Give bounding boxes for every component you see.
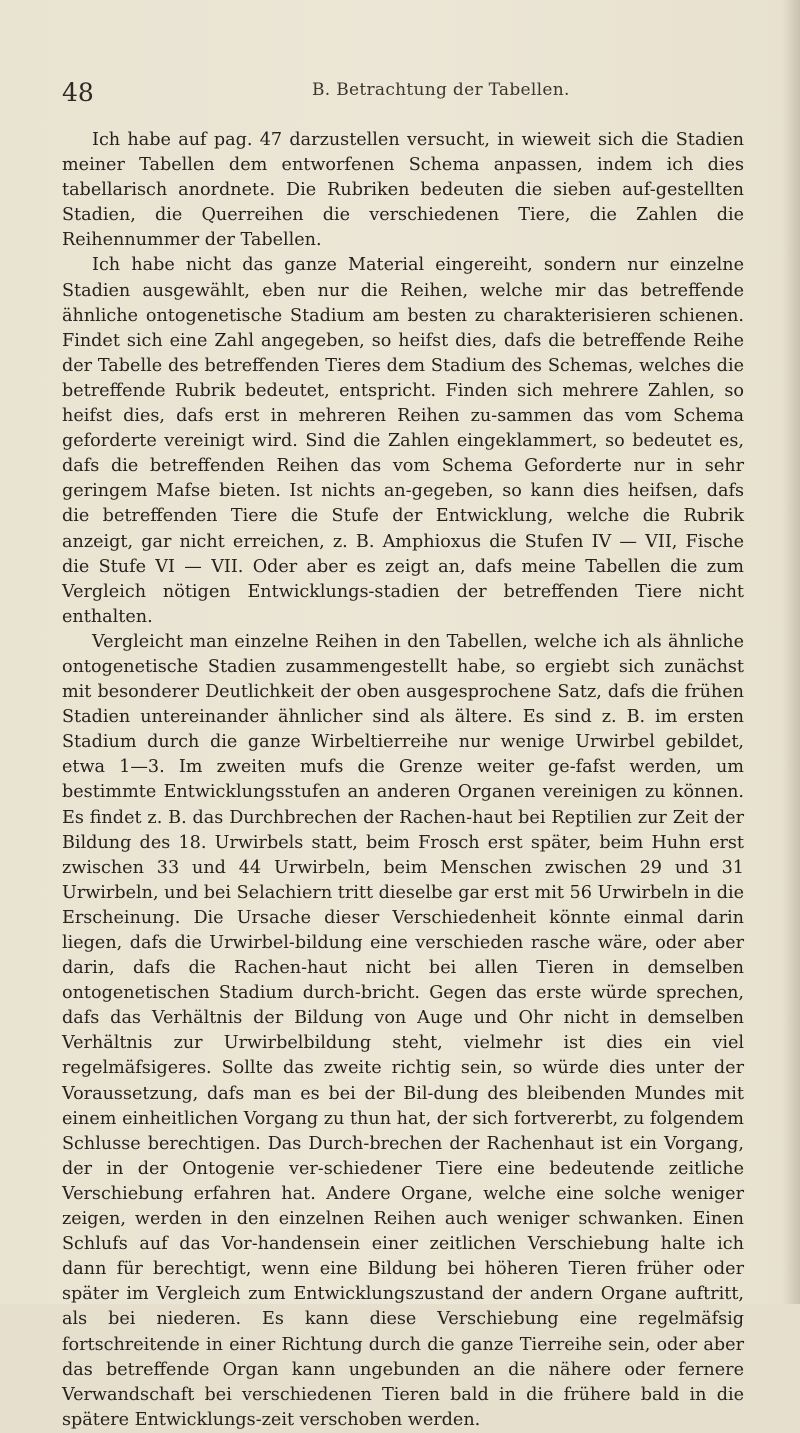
body-text [62,128,744,1433]
page-header [62,74,744,107]
paragraph-3: Vergleicht man einzelne Reihen in den Tabellen, welche ich als ähnliche ontogenetische Stadien zusammengestellt habe, so ergiebt sich zunächst mit besonderer Deutlichkeit der oben ausgesprochene Satz, dafs die frühen Stadien untereinander ähnlicher sind als ältere. Es sind z. B. im ersten Stadium durch die ganze Wirbeltierreihe nur wenige Urwirbel gebildet, etwa 1—3. Im zweiten mufs die Grenze weiter ge-fafst werden, um bestimmte Entwicklungsstufen an anderen Organen vereinigen zu können. Es findet z. B. das Durchbrechen der Rachen-haut bei Reptilien zur Zeit der Bildung des 18. Urwirbels statt, beim Frosch erst später, beim Huhn erst zwischen 33 und 44 Urwirbeln, beim Menschen zwischen 29 und 31 Urwirbeln, und bei Selachiern tritt dieselbe gar erst mit 56 Urwirbeln in die Erscheinung. Die Ursache dieser Verschiedenheit könnte einmal darin liegen, dafs die Urwirbel-bildung eine verschieden rasche wäre, oder aber darin, dafs die Rachen-haut nicht bei allen Tieren in demselben ontogenetischen Stadium durch-bricht. Gegen das erste würde sprechen, dafs das Verhältnis der Bildung von Auge und Ohr nicht in demselben Verhältnis zur Urwirbelbildung steht, vielmehr ist dies ein viel regelmäfsigeres. Sollte das zweite richtig sein, so würde dies unter der Voraussetzung, dafs man es bei der Bil-dung des bleibenden Mundes mit einem einheitlichen Vorgang zu thun hat, der sich fortvererbt, zu folgendem Schlusse berechtigen. Das Durch-brechen der Rachenhaut ist ein Vorgang, der in der Ontogenie ver-schiedener Tiere eine bedeutende zeitliche Verschiebung erfahren hat. Andere Organe, welche eine solche weniger zeigen, werden in den einzelnen Reihen auch weniger schwanken. Einen Schlufs auf das Vor-handensein einer zeitlichen Verschiebung halte ich dann für berechtigt, wenn eine Bildung bei höheren Tieren früher oder später im Vergleich zum Entwicklungszustand der andern Organe auftritt, als bei niederen. Es kann diese Verschiebung eine regelmäfsig fortschreitende in einer Richtung durch die ganze Tierreihe sein, oder aber das betreffende Organ kann ungebunden an die nähere oder fernere Verwandschaft bei verschiedenen Tieren bald in die frühere bald in die spätere Entwicklungs-zeit verschoben werden. [62,631,744,1430]
page-number: 48 [62,78,94,107]
paragraph-2: Ich habe nicht das ganze Material eingereiht, sondern nur einzelne Stadien ausgewählt, eben nur die Reihen, welche mir das betreffende ähnliche ontogenetische Stadium am besten zu charakterisieren schienen. Findet sich eine Zahl angegeben, so heifst dies, dafs die betreffende Reihe der Tabelle des betreffenden Tieres dem Stadium des Schemas, welches die betreffende Rubrik bedeutet, entspricht. Finden sich mehrere Zahlen, so heifst dies, dafs erst in mehreren Reihen zu-sammen das vom Schema geforderte vereinigt wird. Sind die Zahlen eingeklammert, so bedeutet es, dafs die betreffenden Reihen das vom Schema Geforderte nur in sehr geringem Mafse bieten. Ist nichts an-gegeben, so kann dies heifsen, dafs die betreffenden Tiere die Stufe der Entwicklung, welche die Rubrik anzeigt, gar nicht erreichen, z. B. Amphioxus die Stufen IV — VII, Fische die Stufe VI — VII. Oder aber es zeigt an, dafs meine Tabellen die zum Vergleich nötigen Entwicklungs-stadien der betreffenden Tiere nicht enthalten. [62,255,744,627]
page-edge-shadow [782,0,800,1304]
running-head: B. Betrachtung der Tabellen. [312,80,570,100]
paragraph-1: Ich habe auf pag. 47 darzustellen versucht, in wieweit sich die Stadien meiner Tabellen dem entworfenen Schema anpassen, indem ich dies tabellarisch anordnete. Die Rubriken bedeuten die sieben auf-gestellten Stadien, die Querreihen die verschiedenen Tiere, die Zahlen die Reihennummer der Tabellen. [62,130,744,251]
